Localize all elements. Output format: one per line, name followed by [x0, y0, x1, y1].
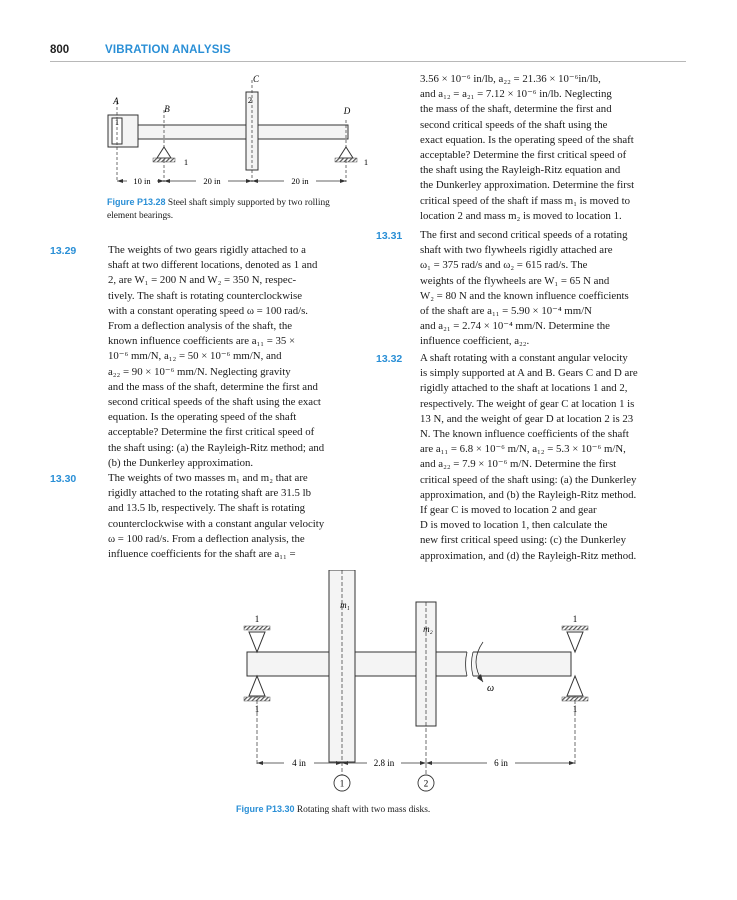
text-line: is simply supported at A and B. Gears C and D are [420, 367, 638, 380]
text-line: second critical speeds of the shaft using the exact [108, 396, 321, 409]
text-line: shaft with two flywheels rigidly attached are [420, 244, 613, 257]
support-right-top [567, 632, 583, 652]
support-label-rt: 1 [572, 614, 578, 624]
text-line: approximation, and (d) the Rayleigh-Ritz method. [420, 549, 637, 562]
omega-label: ω [487, 683, 495, 694]
problem-number: 13.32 [376, 353, 403, 365]
label-a: A [113, 96, 119, 106]
text-line: of the shaft are a₁₁ = 5.90 × 10⁻⁴ mm/N [420, 305, 592, 318]
text-line: 2, are W₁ = 200 N and W₂ = 350 N, respec- [108, 274, 297, 287]
text-line: shaft at two different locations, denoted as 1 and [108, 259, 318, 272]
text-line: N. The known influence coefficients of the shaft [420, 428, 629, 441]
label-loc2-c: 2 [247, 95, 253, 105]
text-line: the mass of the shaft, determine the first and [420, 103, 612, 116]
text-line: tively. The shaft is rotating counterclockwise [108, 289, 302, 302]
problem-13-32-text [420, 351, 664, 564]
shaft [247, 652, 571, 676]
support-d [339, 147, 353, 158]
problem-13-29-text [108, 243, 350, 471]
support-left-top [249, 632, 265, 652]
text-line: exact equation. Is the operating speed of the shaft [420, 133, 634, 146]
text-line: rigidly attached to the rotating shaft are 31.5 lb [108, 487, 311, 500]
caption-label: Figure P13.28 [107, 197, 166, 207]
label-c: C [252, 74, 260, 84]
label-d: D [343, 106, 351, 116]
text-line: acceptable? Determine the first critical speed of [420, 149, 627, 162]
text-line: and a₂₂ = 7.9 × 10⁻⁶ m/N. Determine the first [420, 458, 617, 471]
problem-13-30-continued [420, 72, 664, 224]
support-label-lt: 1 [254, 614, 260, 624]
dim-6in: 6 in [494, 758, 508, 768]
label-m1: m₁ [340, 600, 350, 610]
text-line: with a constant operating speed ω = 100 rad/s. [108, 304, 308, 317]
text-line: known influence coefficients are a₁₁ = 35 × [108, 335, 296, 348]
text-line: counterclockwise with a constant angular velocity [108, 517, 325, 530]
text-line: respectively. The weight of gear C at location 1 is [420, 397, 635, 410]
text-line: W₂ = 80 N and the known influence coefficients [420, 289, 629, 302]
text-line: The first and second critical speeds of a rotating [420, 229, 628, 241]
text-line: 10⁻⁶ mm/N, a₁₂ = 50 × 10⁻⁶ mm/N, and [108, 350, 282, 363]
text-line: 3.56 × 10⁻⁶ in/lb, a₂₂ = 21.36 × 10⁻⁶in/lb, [420, 73, 601, 85]
text-line: D is moved to location 1, then calculate the [420, 519, 608, 532]
text-line: influence coefficients for the shaft are a₁₁ = [108, 548, 296, 561]
text-line: 13 N, and the weight of gear D at location 2 is 23 [420, 412, 634, 425]
text-line: weights of the flywheels are W₁ = 65 N and [420, 274, 610, 287]
text-line: are a₁₁ = 6.8 × 10⁻⁶ m/N, a₁₂ = 5.3 × 10⁻⁶ m/N, [420, 443, 626, 456]
text-line: acceptable? Determine the first critical speed of [108, 426, 315, 439]
text-line: influence coefficient, a₂₂. [420, 335, 530, 348]
caption-p13-28 [107, 196, 377, 223]
label-loc1-d: 1 [363, 157, 369, 167]
page-number: 800 [50, 44, 70, 56]
text-line: equation. Is the operating speed of the shaft [108, 411, 297, 424]
caption-line: Steel shaft simply supported by two rolling [167, 198, 330, 208]
caption-label: Figure P13.30 [236, 804, 295, 814]
label-loc1-b: 1 [183, 157, 189, 167]
caption-text: Rotating shaft with two mass disks. [296, 805, 431, 815]
section-title: VIBRATION ANALYSIS [105, 44, 231, 56]
text-line: The weights of two gears rigidly attached to a [108, 244, 306, 256]
dim-4in: 4 in [292, 758, 306, 768]
label-m2: m₂ [423, 624, 433, 634]
text-line: the shaft using: (a) the Rayleigh-Ritz method; and [108, 441, 325, 454]
text-line: (b) the Dunkerley approximation. [108, 456, 254, 469]
location-1-label: 1 [339, 778, 345, 789]
figure-p13-30 [225, 570, 605, 800]
text-line: the shaft using the Rayleigh-Ritz equation and [420, 164, 621, 177]
problem-number: 13.30 [50, 473, 77, 485]
text-line: From a deflection analysis of the shaft, the [108, 320, 293, 333]
text-line: critical speed of the shaft using: (a) the Dunkerley [420, 473, 637, 486]
problem-number: 13.29 [50, 245, 77, 257]
text-line: and a₂₁ = 2.74 × 10⁻⁴ mm/N. Determine the [420, 320, 610, 333]
dim-2-8in: 2.8 in [373, 758, 395, 768]
support-b [157, 147, 171, 158]
dim-10in: 10 in [133, 176, 151, 186]
text-line: A shaft rotating with a constant angular velocity [420, 352, 628, 364]
text-line: second critical speeds of the shaft using the [420, 118, 608, 131]
text-line: ω = 100 rad/s. From a deflection analysis, the [108, 532, 305, 545]
dim-20in-b: 20 in [291, 176, 309, 186]
label-b: B [164, 104, 170, 114]
support-left-bottom [249, 676, 265, 696]
problem-number: 13.31 [376, 230, 403, 242]
label-loc1-a: 1 [114, 117, 120, 127]
text-line: approximation, and (b) the Rayleigh-Ritz method. [420, 488, 637, 501]
text-line: a₂₂ = 90 × 10⁻⁶ mm/N. Neglecting gravity [108, 365, 291, 378]
caption-line: element bearings. [107, 211, 174, 221]
text-line: location 2 and mass m₂ is moved to location 1. [420, 209, 622, 222]
text-line: rigidly attached to the shaft at locations 1 and 2, [420, 382, 628, 395]
support-right-bottom [567, 676, 583, 696]
text-line: and a₁₂ = a₂₁ = 7.12 × 10⁻⁶ in/lb. Neglecting [420, 88, 612, 101]
location-2-label: 2 [423, 778, 429, 789]
shaft-body [138, 125, 348, 139]
problem-13-30-text [108, 471, 350, 562]
text-line: The weights of two masses m₁ and m₂ that are [108, 472, 308, 484]
text-line: and the mass of the shaft, determine the first and [108, 380, 318, 393]
support-label-rb: 1 [572, 704, 578, 714]
text-line: ω₁ = 375 rad/s and ω₂ = 615 rad/s. The [420, 259, 588, 272]
header-rule [50, 61, 686, 62]
caption-p13-30 [236, 803, 566, 817]
figure-p13-28 [100, 70, 380, 195]
problem-13-31-text [420, 228, 664, 350]
support-label-lb: 1 [254, 704, 260, 714]
text-line: new first critical speed using: (c) the Dunkerley [420, 534, 626, 547]
text-line: and 13.5 lb, respectively. The shaft is rotating [108, 502, 305, 515]
text-line: If gear C is moved to location 2 and gear [420, 504, 597, 517]
text-line: critical speed of the shaft if mass m₁ is moved to [420, 194, 631, 207]
text-line: the Dunkerley approximation. Determine the first [420, 179, 635, 192]
dim-20in-a: 20 in [203, 176, 221, 186]
